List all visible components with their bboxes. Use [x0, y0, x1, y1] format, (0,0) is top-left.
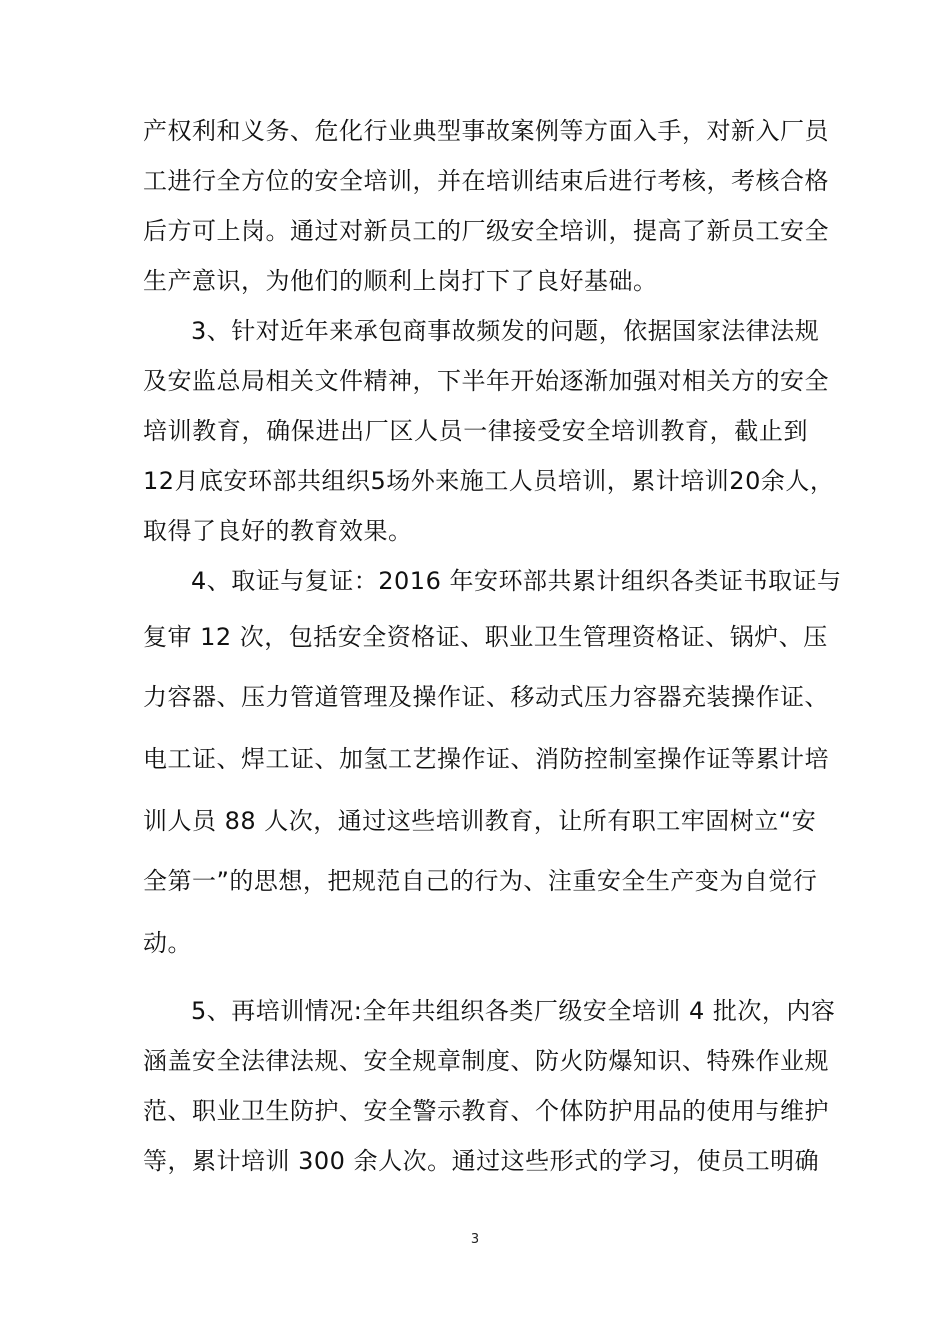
text-line: 复审 12 次，包括安全资格证、职业卫生管理资格证、锅炉、压: [143, 623, 828, 651]
text-line: 取得了良好的教育效果。: [143, 517, 413, 545]
text-line: 动。: [143, 929, 192, 957]
text-line: 3、针对近年来承包商事故频发的问题，依据国家法律法规: [191, 317, 820, 345]
text-line: 生产意识，为他们的顺利上岗打下了良好基础。: [143, 267, 658, 295]
text-line: 产权利和义务、危化行业典型事故案例等方面入手，对新入厂员: [143, 117, 829, 145]
text-line: 工进行全方位的安全培训，并在培训结束后进行考核，考核合格: [143, 167, 829, 195]
text-line: 范、职业卫生防护、安全警示教育、个体防护用品的使用与维护: [143, 1097, 829, 1125]
text-line: 涵盖安全法律法规、安全规章制度、防火防爆知识、特殊作业规: [143, 1047, 829, 1075]
text-line: 4、取证与复证：2016 年安环部共累计组织各类证书取证与: [191, 567, 842, 595]
text-line: 等，累计培训 300 余人次。通过这些形式的学习，使员工明确: [143, 1147, 820, 1175]
page-number: 3: [470, 1232, 480, 1247]
text-line: 训人员 88 人次，通过这些培训教育，让所有职工牢固树立“安: [143, 807, 817, 835]
text-line: 及安监总局相关文件精神，下半年开始逐渐加强对相关方的安全: [143, 367, 829, 395]
text-line: 后方可上岗。通过对新员工的厂级安全培训，提高了新员工安全: [143, 217, 829, 245]
text-line: 培训教育，确保进出厂区人员一律接受安全培训教育，截止到: [143, 417, 808, 445]
text-line: 5、再培训情况:全年共组织各类厂级安全培训 4 批次，内容: [191, 997, 836, 1025]
text-line: 电工证、焊工证、加氢工艺操作证、消防控制室操作证等累计培: [143, 745, 829, 773]
text-line: 全第一”的思想，把规范自己的行为、注重安全生产变为自觉行: [143, 867, 818, 895]
text-line: 12月底安环部共组织5场外来施工人员培训，累计培训20余人，: [143, 467, 835, 495]
text-line: 力容器、压力管道管理及操作证、移动式压力容器充装操作证、: [143, 683, 829, 711]
